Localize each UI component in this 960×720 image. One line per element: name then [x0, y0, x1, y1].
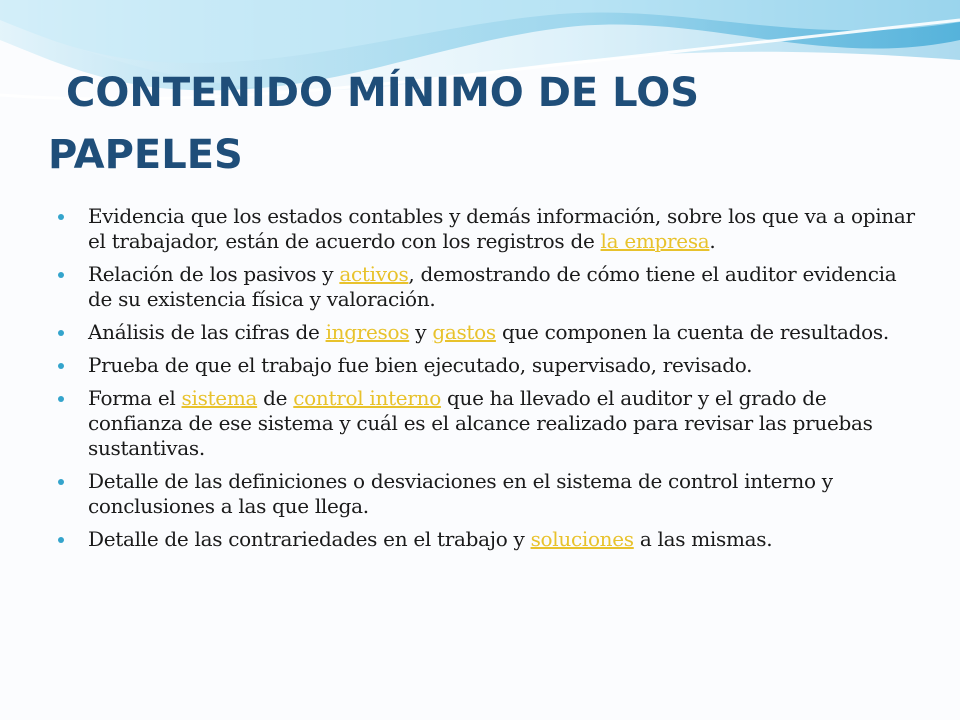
bullet-dot-icon [58, 396, 64, 402]
bullet-text: de [257, 386, 294, 410]
bullet-dot-icon [58, 479, 64, 485]
bullet-dot-icon [58, 214, 64, 220]
bullet-item [56, 469, 916, 519]
bullet-text: Detalle de las contrariedades en el trabajo y [88, 527, 531, 551]
bullet-item [56, 527, 916, 552]
bullet-list [56, 204, 916, 560]
bullet-text: que componen la cuenta de resultados. [495, 320, 889, 344]
bullet-text: Detalle de las definiciones o desviaciones en el sistema de control interno y conclusiones a las que llega. [88, 469, 833, 518]
slide-title-line-2: PAPELES [48, 132, 243, 178]
bullet-text: , demostrando de cómo tiene el auditor evidencia de su existencia física y valoración. [88, 262, 897, 311]
bullet-text: que ha llevado el auditor y el grado de confianza de ese sistema y cuál es el alcance realizado para revisar las pruebas sustantivas. [88, 386, 873, 460]
bullet-item [56, 386, 916, 461]
link-gastos[interactable]: gastos [432, 320, 496, 344]
bullet-item [56, 204, 916, 254]
slide-title [48, 62, 908, 186]
bullet-text: y [409, 320, 433, 344]
link-soluciones[interactable]: soluciones [530, 527, 634, 551]
slide-title-line-1: CONTENIDO MÍNIMO DE LOS [66, 70, 700, 116]
bullet-item [56, 262, 916, 312]
bullet-dot-icon [58, 363, 64, 369]
bullet-item [56, 320, 916, 345]
link-control-interno[interactable]: control interno [293, 386, 441, 410]
bullet-text: Evidencia que los estados contables y demás información, sobre los que va a opinar el trabajador, están de acuerdo con los registros de [88, 204, 915, 253]
link-sistema[interactable]: sistema [181, 386, 258, 410]
bullet-text: a las mismas. [633, 527, 773, 551]
bullet-dot-icon [58, 537, 64, 543]
bullet-dot-icon [58, 330, 64, 336]
bullet-text: Prueba de que el trabajo fue bien ejecutado, supervisado, revisado. [88, 353, 753, 377]
bullet-text: . [709, 229, 716, 253]
bullet-text: Análisis de las cifras de [88, 320, 326, 344]
bullet-text: Relación de los pasivos y [88, 262, 340, 286]
link-ingresos[interactable]: ingresos [325, 320, 410, 344]
bullet-text: Forma el [88, 386, 182, 410]
link-activos[interactable]: activos [339, 262, 409, 286]
link-la-empresa[interactable]: la empresa [600, 229, 710, 253]
bullet-dot-icon [58, 272, 64, 278]
bullet-item [56, 353, 916, 378]
